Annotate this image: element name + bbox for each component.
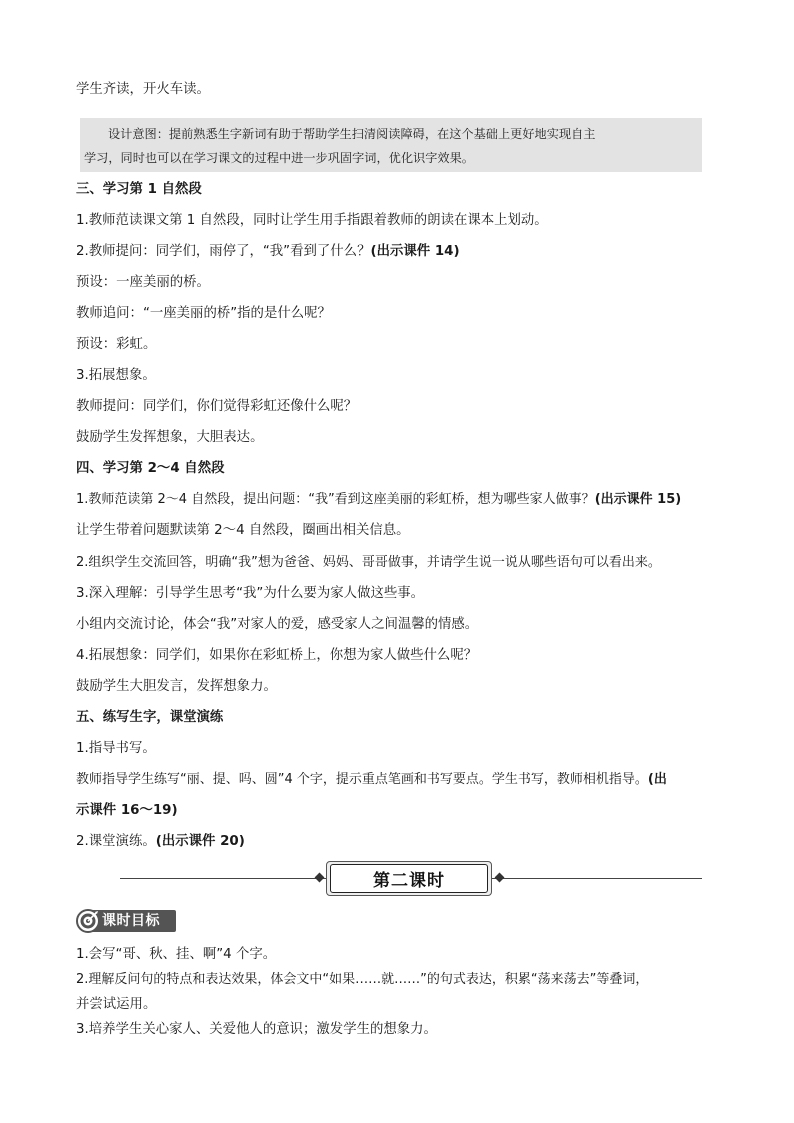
section-3-encourage: 鼓励学生发挥想象，大胆表达。 [76, 430, 264, 445]
section-3-followup: 教师追问：“一座美丽的桥”指的是什么呢？ [76, 306, 331, 321]
section-5-item-1-cont-text: 教师指导学生练写“丽、提、吗、圆”4 个字，提示重点笔画和书写要点。学生书写，教师相机指导。 [76, 772, 648, 787]
section-5-item-1-tag-cont: 示课件 16～19) [76, 803, 178, 818]
courseware-tag: (出示课件 20) [155, 834, 245, 849]
section-3-preset-1: 预设：一座美丽的桥。 [76, 275, 210, 290]
intro-line: 学生齐读，开火车读。 [76, 82, 210, 97]
divider-left [120, 878, 326, 879]
section-5-item-2 [76, 832, 726, 852]
section-4-item-1-text: 1.教师范读第 2～4 自然段，提出问题：“我”看到这座美丽的彩虹桥，想为哪些家人做事？ [76, 492, 595, 507]
section-5-item-1: 1.指导书写。 [76, 741, 156, 756]
section-5-item-1-cont [76, 770, 726, 790]
divider-diamond-icon [315, 873, 325, 883]
courseware-tag: (出 [647, 772, 667, 787]
design-note-line-1: 设计意图：提前熟悉生字新词有助于帮助学生扫清阅读障碍，在这个基础上更好地实现自主 [108, 127, 596, 141]
goal-1: 1.会写“哥、秋、挂、啊”4 个字。 [76, 947, 277, 962]
section-4-item-1 [76, 490, 726, 510]
lesson-title: 第二课时 [330, 864, 488, 893]
section-3-preset-2: 预设：彩虹。 [76, 337, 157, 352]
section-4-item-2: 2.组织学生交流回答，明确“我”想为爸爸、妈妈、哥哥做事，并请学生说一说从哪些语句可以看出来。 [76, 555, 661, 570]
section-4-item-3: 3.深入理解：引导学生思考“我”为什么要为家人做这些事。 [76, 586, 425, 601]
goal-3: 3.培养学生关心家人、关爱他人的意识；激发学生的想象力。 [76, 1022, 437, 1037]
section-3-item-3: 3.拓展想象。 [76, 368, 156, 383]
section-4-heading: 四、学习第 2～4 自然段 [76, 461, 225, 476]
lesson-goals-badge [76, 909, 176, 933]
section-3-item-2 [76, 242, 726, 262]
section-3-heading: 三、学习第 1 自然段 [76, 182, 202, 197]
section-4-item-4: 4.拓展想象：同学们，如果你在彩虹桥上，你想为家人做些什么呢？ [76, 648, 478, 663]
section-4-item-1-cont: 让学生带着问题默读第 2～4 自然段，圈画出相关信息。 [76, 523, 410, 538]
section-5-item-2-text: 2.课堂演练。 [76, 834, 156, 849]
section-3-question: 教师提问：同学们，你们觉得彩虹还像什么呢？ [76, 399, 358, 414]
goal-2: 2.理解反问句的特点和表达效果，体会文中“如果……就……”的句式表达，积累“荡来荡去”等叠词， [76, 972, 649, 987]
design-note-line-2: 学习，同时也可以在学习课文的过程中进一步巩固字词，优化识字效果。 [84, 151, 474, 165]
section-4-item-4-cont: 鼓励学生大胆发言，发挥想象力。 [76, 679, 277, 694]
courseware-tag: (出示课件 15) [594, 492, 682, 507]
section-3-item-2-text: 2.教师提问：同学们，雨停了，“我”看到了什么？ [76, 244, 371, 259]
goal-2-cont: 并尝试运用。 [76, 997, 157, 1012]
badge-label: 课时目标 [102, 913, 160, 929]
courseware-tag: (出示课件 14) [370, 244, 460, 259]
section-3-item-1: 1.教师范读课文第 1 自然段，同时让学生用手指跟着教师的朗读在课本上划动。 [76, 213, 548, 228]
section-5-heading: 五、练写生字，课堂演练 [76, 710, 224, 725]
divider-right [492, 878, 702, 879]
target-icon [76, 909, 100, 933]
divider-diamond-icon [495, 873, 505, 883]
section-4-item-3-cont: 小组内交流讨论，体会“我”对家人的爱，感受家人之间温馨的情感。 [76, 617, 479, 632]
